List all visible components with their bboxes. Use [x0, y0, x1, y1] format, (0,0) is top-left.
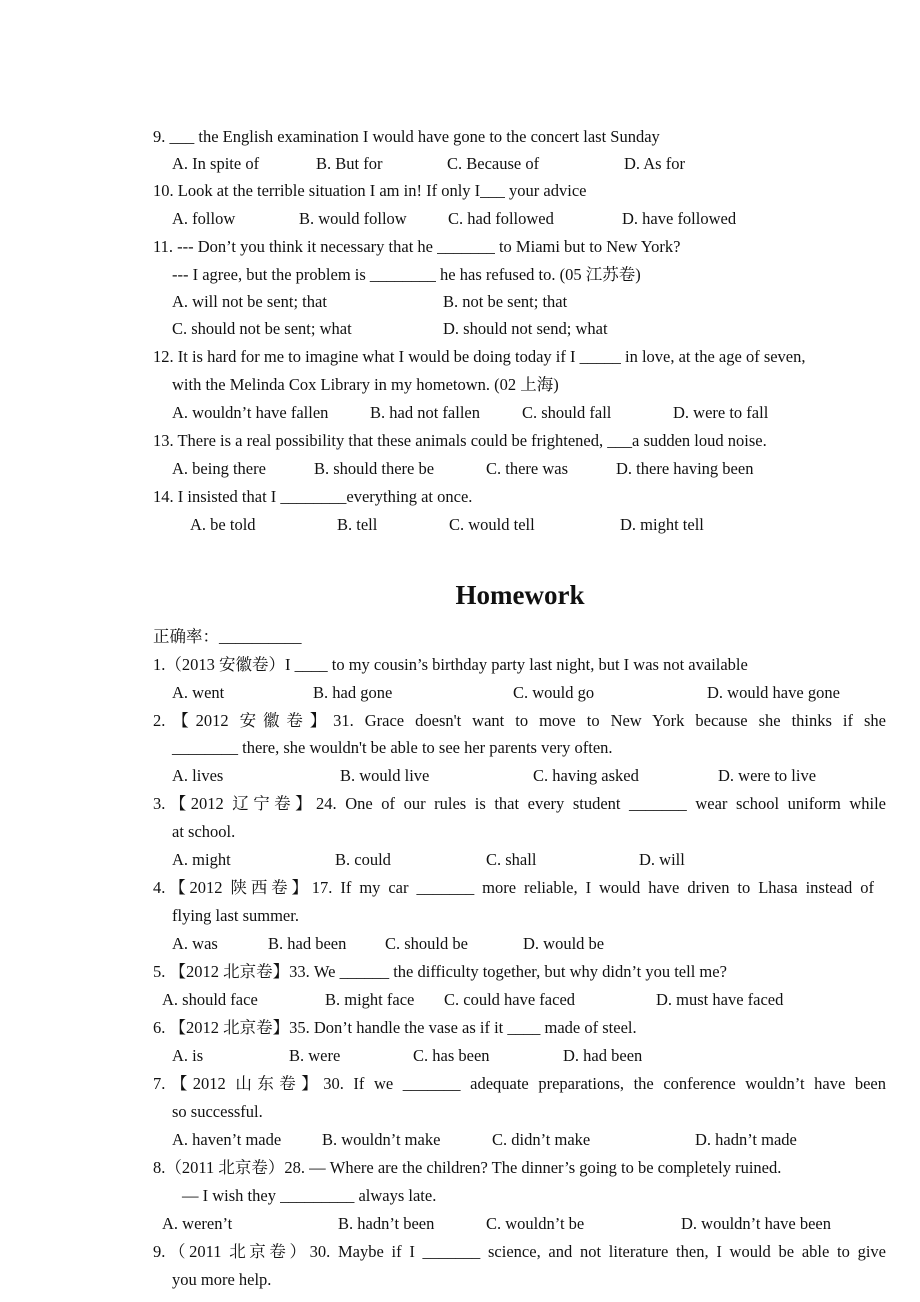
question-text: 8.（2011 北京卷）28. — Where are the children? The dinner’s going to be completely ruined.	[153, 1158, 782, 1177]
question-text-cont: you more help.	[172, 1270, 272, 1289]
question-text: 1.（2013 安徽卷）I ____ to my cousin’s birthday party last night, but I was not available	[153, 655, 748, 674]
option-b: B. were	[289, 1046, 341, 1065]
question-text: 10. Look at the terrible situation I am in! If only I___ your advice	[153, 181, 587, 200]
option-d: D. As for	[624, 154, 685, 173]
option-d: D. must have faced	[656, 990, 784, 1009]
question-text-cont: at school.	[172, 822, 236, 841]
option-d: D. would be	[523, 934, 605, 953]
option-c: C. wouldn’t be	[486, 1214, 585, 1233]
option-a: A. was	[172, 934, 218, 953]
option-a: A. will not be sent; that	[172, 292, 327, 311]
accuracy-label: 正确率：__________	[153, 627, 302, 646]
question-text-cont: ________ there, she wouldn't be able to see her parents very often.	[172, 738, 613, 757]
question-text: 14. I insisted that I ________everything at once.	[153, 487, 473, 506]
option-a: A. should face	[162, 990, 258, 1009]
option-d: D. will	[639, 850, 685, 869]
option-d: D. had been	[563, 1046, 643, 1065]
question-text: 5. 【2012 北京卷】33. We ______ the difficulty together, but why didn’t you tell me?	[153, 962, 727, 981]
option-d: D. there having been	[616, 459, 754, 478]
option-c: C. didn’t make	[492, 1130, 591, 1149]
question-text: 7.【2012 山东卷】30. If we _______ adequate preparations, the conference wouldn’t have been	[153, 1074, 886, 1093]
question-text: 2.【2012 安徽卷】31. Grace doesn't want to move to New York because she thinks if she	[153, 711, 886, 730]
question-text-cont: flying last summer.	[172, 906, 299, 925]
question-text: 6. 【2012 北京卷】35. Don’t handle the vase as if it ____ made of steel.	[153, 1018, 637, 1037]
option-a: A. being there	[172, 459, 266, 478]
option-b: B. had gone	[313, 683, 393, 702]
question-text-cont: so successful.	[172, 1102, 263, 1121]
option-b: B. not be sent; that	[443, 292, 568, 311]
option-b: B. had not fallen	[370, 403, 480, 422]
option-c: C. having asked	[533, 766, 639, 785]
option-b: B. could	[335, 850, 391, 869]
option-d: D. would have gone	[707, 683, 840, 702]
option-d: D. should not send; what	[443, 319, 608, 338]
option-c: C. there was	[486, 459, 569, 478]
option-c: C. could have faced	[444, 990, 576, 1009]
option-a: A. wouldn’t have fallen	[172, 403, 329, 422]
option-c: C. would go	[513, 683, 595, 702]
option-c: C. should not be sent; what	[172, 319, 352, 338]
option-c: C. had followed	[448, 209, 554, 228]
option-a: A. might	[172, 850, 231, 869]
option-d: D. might tell	[620, 515, 704, 534]
option-a: A. is	[172, 1046, 204, 1065]
option-d: D. wouldn’t have been	[681, 1214, 831, 1233]
option-d: D. were to live	[718, 766, 817, 785]
option-b: B. wouldn’t make	[322, 1130, 441, 1149]
option-b: B. had been	[268, 934, 347, 953]
option-a: A. lives	[172, 766, 224, 785]
option-a: A. follow	[172, 209, 236, 228]
option-b: B. tell	[337, 515, 378, 534]
option-a: A. be told	[190, 515, 256, 534]
question-text: 3.【2012 辽宁卷】24. One of our rules is that every student _______ wear school uniform while	[153, 794, 886, 813]
option-c: C. should be	[385, 934, 468, 953]
option-a: A. haven’t made	[172, 1130, 282, 1149]
option-d: D. have followed	[622, 209, 737, 228]
question-text: 9. ___ the English examination I would have gone to the concert last Sunday	[153, 127, 660, 146]
option-c: C. would tell	[449, 515, 535, 534]
question-text-cont: — I wish they _________ always late.	[182, 1186, 437, 1205]
option-b: B. would live	[340, 766, 430, 785]
option-c: C. has been	[413, 1046, 490, 1065]
option-a: A. weren’t	[162, 1214, 233, 1233]
question-text-cont: with the Melinda Cox Library in my hometown. (02 上海)	[172, 375, 559, 394]
homework-title: Homework	[455, 580, 585, 610]
option-c: C. Because of	[447, 154, 540, 173]
question-text: 12. It is hard for me to imagine what I would be doing today if I _____ in love, at the age of seven,	[153, 347, 806, 366]
question-text: 4.【2012 陕西卷】17. If my car _______ more reliable, I would have driven to Lhasa instead of	[153, 878, 874, 897]
option-b: B. But for	[316, 154, 383, 173]
question-text: 9.（2011 北京卷）30. Maybe if I _______ science, and not literature then, I would be able to give	[153, 1242, 886, 1261]
option-a: A. In spite of	[172, 154, 260, 173]
option-d: D. hadn’t made	[695, 1130, 797, 1149]
question-text-cont: --- I agree, but the problem is ________ he has refused to. (05 江苏卷)	[172, 265, 641, 284]
option-b: B. would follow	[299, 209, 407, 228]
option-b: B. might face	[325, 990, 415, 1009]
option-c: C. shall	[486, 850, 537, 869]
question-text: 11. --- Don’t you think it necessary that he _______ to Miami but to New York?	[153, 237, 681, 256]
option-b: B. should there be	[314, 459, 435, 478]
option-c: C. should fall	[522, 403, 612, 422]
option-b: B. hadn’t been	[338, 1214, 435, 1233]
option-a: A. went	[172, 683, 225, 702]
option-d: D. were to fall	[673, 403, 769, 422]
question-text: 13. There is a real possibility that these animals could be frightened, ___a sudden loud noise.	[153, 431, 767, 450]
